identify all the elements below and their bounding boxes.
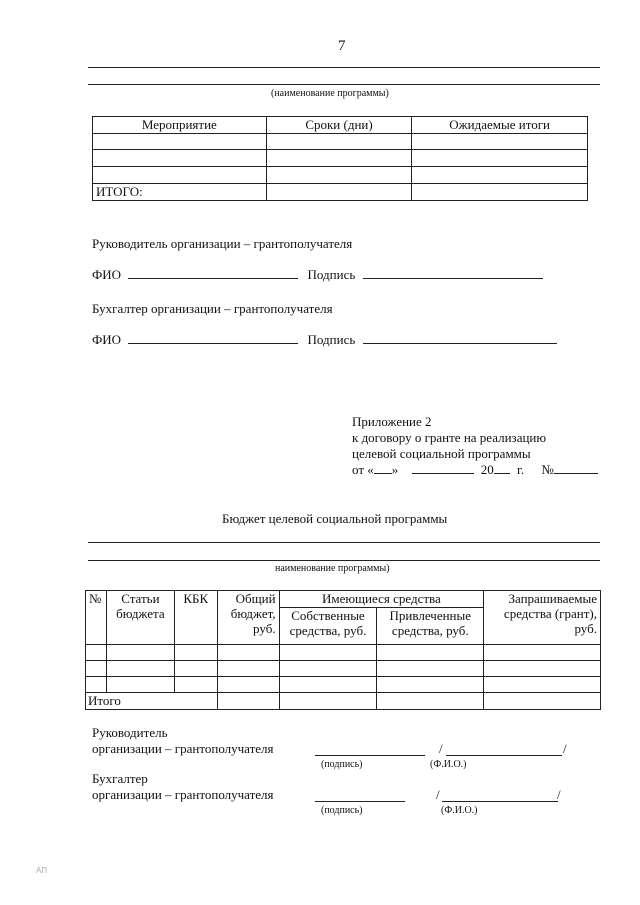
activities-header-terms: Сроки (дни) <box>266 117 412 134</box>
program-name-caption: (наименование программы) <box>271 88 389 99</box>
accountant2-sign-blank[interactable] <box>315 801 405 802</box>
number-sign: № <box>541 462 554 477</box>
year-suffix: г. <box>517 462 525 477</box>
sign-label: Подпись <box>307 267 356 282</box>
head-title: Руководитель организации – грантополучателя <box>92 236 353 251</box>
activities-header-event: Мероприятие <box>93 117 267 134</box>
head2-sign-caption: (подпись) <box>321 759 363 770</box>
table-row <box>93 134 588 150</box>
accountant-fio-row <box>92 332 557 348</box>
budget-header-attracted: Привлеченные средства, руб. <box>377 608 484 645</box>
table-row <box>86 693 601 710</box>
month-blank[interactable] <box>412 463 474 474</box>
accountant2-sign-caption: (подпись) <box>321 805 363 816</box>
year-blank[interactable] <box>494 463 510 474</box>
date-open: от « <box>352 462 374 477</box>
table-row <box>93 184 588 201</box>
accountant2-line-1: Бухгалтер <box>92 771 148 786</box>
appendix-date-row <box>352 462 598 478</box>
budget-header-requested: Запрашиваемые средства (грант), руб. <box>484 591 601 645</box>
table-row <box>93 167 588 184</box>
accountant2-fio-blank[interactable] <box>442 801 558 802</box>
year-prefix: 20 <box>480 462 494 477</box>
budget-table <box>85 590 601 710</box>
head2-fio-caption: (Ф.И.О.) <box>430 759 467 770</box>
table-row <box>86 677 601 693</box>
budget-header-kbk: КБК <box>174 591 217 645</box>
budget-header-items: Статьи бюджета <box>106 591 174 645</box>
head2-fio-blank[interactable] <box>446 755 562 756</box>
budget-header-available: Имеющиеся средства <box>279 591 484 608</box>
table-row <box>86 645 601 661</box>
appendix-line-1: Приложение 2 <box>352 414 432 429</box>
activities-header-results: Ожидаемые итоги <box>412 117 588 134</box>
sign-label: Подпись <box>307 332 356 347</box>
budget-header-total: Общий бюджет, руб. <box>217 591 279 645</box>
table-row <box>93 150 588 167</box>
margin-stamp: АП <box>36 866 47 875</box>
head-fio-row <box>92 267 543 283</box>
fio-blank[interactable] <box>128 333 298 344</box>
head2-slash-1: / <box>439 741 443 756</box>
budget-header-own: Собственные средства, руб. <box>279 608 377 645</box>
sign-blank[interactable] <box>363 268 543 279</box>
head2-line-1: Руководитель <box>92 725 168 740</box>
accountant2-slash-2: / <box>557 787 561 802</box>
accountant2-slash-1: / <box>436 787 440 802</box>
page-number: 7 <box>338 38 346 54</box>
fio-blank[interactable] <box>128 268 298 279</box>
appendix-line-2: к договору о гранте на реализацию <box>352 430 547 445</box>
accountant-title: Бухгалтер организации – грантополучателя <box>92 301 333 316</box>
fio-label: ФИО <box>92 267 122 282</box>
program-name-line-2 <box>88 84 600 85</box>
head2-slash-2: / <box>563 741 567 756</box>
fio-label: ФИО <box>92 332 122 347</box>
head2-line-2: организации – грантополучателя <box>92 741 274 756</box>
budget-total-label: Итого <box>86 693 218 710</box>
head2-sign-blank[interactable] <box>315 755 425 756</box>
accountant2-fio-caption: (Ф.И.О.) <box>441 805 478 816</box>
date-close: » <box>391 462 399 477</box>
day-blank[interactable] <box>374 463 392 474</box>
sign-blank[interactable] <box>363 333 557 344</box>
table-row <box>86 661 601 677</box>
budget-header-num: № <box>86 591 107 645</box>
budget-title: Бюджет целевой социальной программы <box>222 511 448 526</box>
number-blank[interactable] <box>554 463 598 474</box>
program-name-line-3 <box>88 542 600 543</box>
program-name-caption-2: наименование программы) <box>275 563 390 574</box>
program-name-line-1 <box>88 67 600 68</box>
appendix-line-3: целевой социальной программы <box>352 446 531 461</box>
activities-total-label: ИТОГО: <box>93 184 267 201</box>
activities-table <box>92 116 588 201</box>
accountant2-line-2: организации – грантополучателя <box>92 787 274 802</box>
program-name-line-4 <box>88 560 600 561</box>
